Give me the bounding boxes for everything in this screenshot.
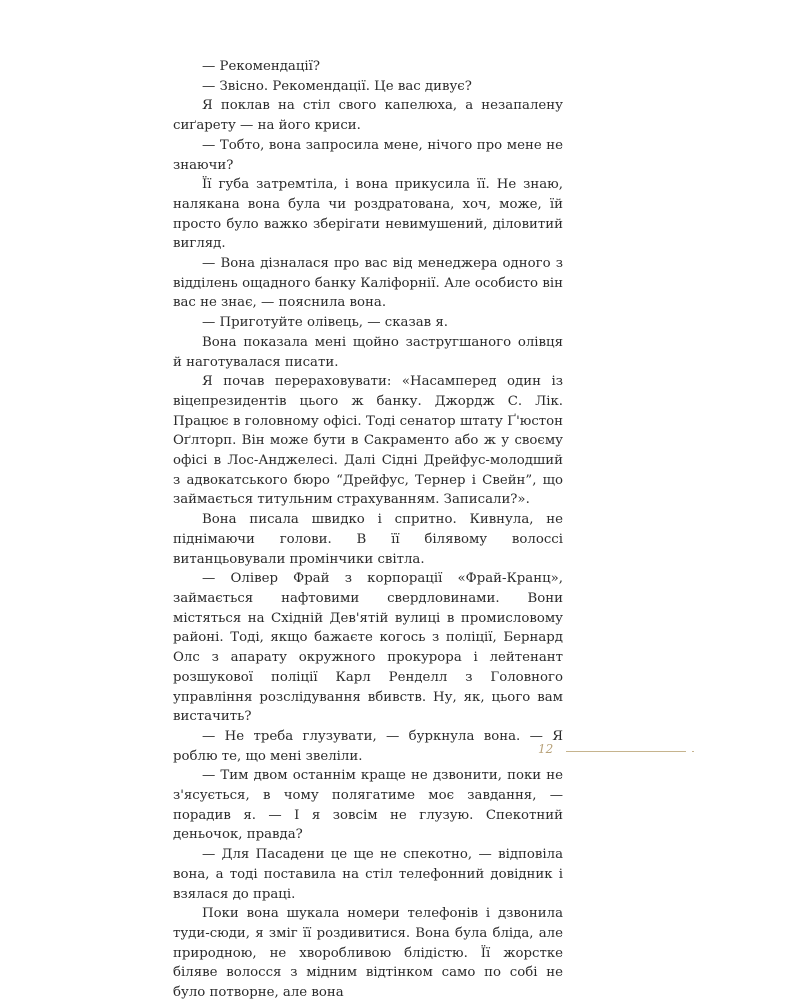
page-footer [530,742,710,762]
paragraph: — Олівер Фрай з корпорації «Фрай-Кранц», займається нафтовими свердловинами. Вони містяться на Східній Дев'ятій вулиці в промисловому районі. Тоді, якщо бажаєте когось з поліції, Бернард Олс з апарату окружного прокурора і лейтенант розшукової поліції Карл Ренделл з Головного управління розслідування вбивств. Ну, як, цього вам вистачить? [173,571,563,725]
paragraph: Я поклав на стіл свого капелюха, а незапалену сиґарету — на його криси. [173,98,563,134]
paragraph: — Тобто, вона запросила мене, нічого про мене не знаючи? [173,137,563,173]
page-number: 12 [538,742,554,756]
paragraph: — Звісно. Рекомендації. Це вас дивує? [202,78,472,94]
paragraph: Я почав перераховувати: «Насамперед один із віцепрезидентів цього ж банку. Джордж С. Лік. Працює в головному офісі. Тоді сенатор штату Ґ'юстон Оґлторп. Він може бути в Сакраменто або ж у своєму офісі в Лос-Анджелесі. Далі Сідні Дрейфус-молодший з адвокатського бюро “Дрейфус, Тернер і Свейн”, що займається титульним страхуванням. Записали?». [173,374,563,508]
footer-dot [692,751,694,752]
paragraph: — Не треба глузувати, — буркнула вона. — Я роблю те, що мені звеліли. [173,728,563,764]
footer-rule [566,751,686,752]
paragraph: — Для Пасадени це ще не спекотно, — відповіла вона, а тоді поставила на стіл телефонний довідник і взялася до праці. [173,847,563,902]
paragraph: Вона писала швидко і спритно. Кивнула, не піднімаючи голови. В її білявому волоссі витанцьовували промінчики світла. [173,512,563,567]
paragraph: Поки вона шукала номери телефонів і дзвонила туди-сюди, я зміг її роздивитися. Вона була бліда, але природною, не хворобливою блідістю. Її жорстке біляве волосся з мідним відтінком само по собі не було потворне, але вона [173,906,563,1001]
body-text [173,57,563,1003]
paragraph: Її губа затремтіла, і вона прикусила її. Не знаю, налякана вона була чи роздратована, хоч, може, їй просто було важко зберігати невимушений, діловитий вигляд. [173,177,563,252]
paragraph: — Рекомендації? [202,59,321,74]
paragraph: — Тим двом останнім краще не дзвонити, поки не з'ясується, в чому полягатиме моє завдання, — порадив я. — І я зовсім не глузую. Спекотний деньочок, правда? [173,768,563,843]
paragraph: Вона показала мені щойно застругшаного олівця й наготувалася писати. [173,334,563,370]
paragraph: — Приготуйте олівець, — сказав я. [202,315,448,331]
paragraph: — Вона дізналася про вас від менеджера одного з відділень ощадного банку Каліфорнії. Але особисто він вас не знає, — пояснила вона. [173,256,563,311]
